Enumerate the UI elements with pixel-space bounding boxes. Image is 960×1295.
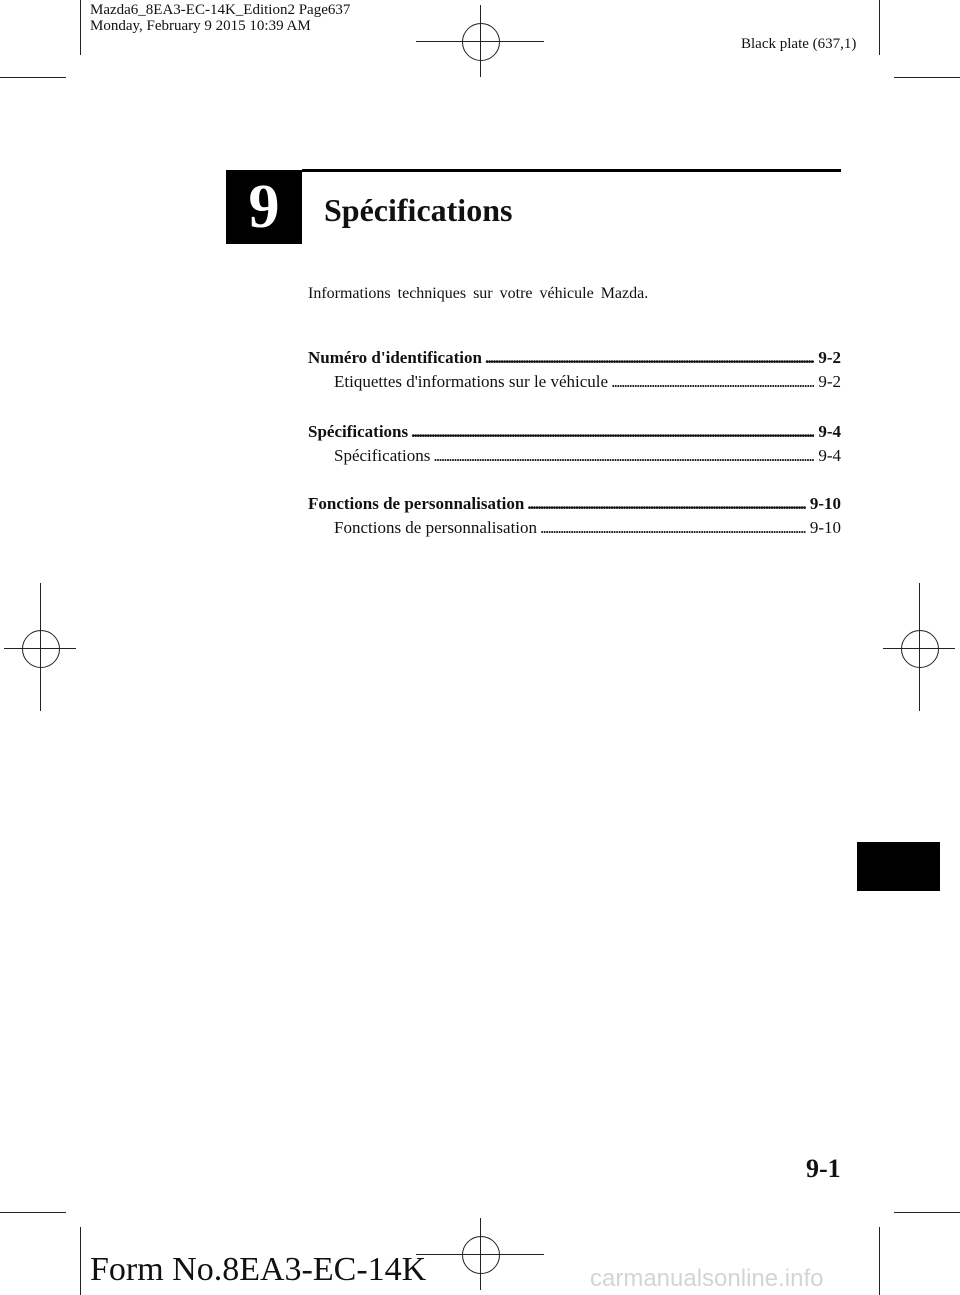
chapter-number: 9 [226,170,302,244]
toc-entry[interactable] [308,348,841,368]
crop-mark [879,0,880,55]
chapter-title: Spécifications [324,192,513,228]
toc-leader [524,494,806,514]
crop-mark [894,1212,960,1213]
header-doc-id: Mazda6_8EA3-EC-14K_Edition2 Page637 [90,2,351,18]
toc-leader [482,348,814,368]
toc-entry-page: 9-4 [818,422,841,441]
toc-entry-label: Fonctions de personnalisation [334,518,538,537]
page-number: 9-1 [806,1154,841,1183]
toc-leader [537,518,806,538]
toc-entry-label: Fonctions de personnalisation [308,494,525,513]
form-number: Form No.8EA3-EC-14K [90,1251,427,1288]
toc-entry[interactable] [308,494,841,514]
toc-leader [408,422,814,442]
header-plate: Black plate (637,1) [741,36,857,52]
toc-entry-label: Spécifications [334,446,431,465]
toc-subentry[interactable] [334,446,841,466]
title-rule [302,169,841,172]
toc-entry-page: 9-4 [818,446,841,465]
watermark: carmanualsonline.info [590,1265,824,1292]
toc-entry-label: Numéro d'identification [308,348,482,367]
toc-entry-label: Etiquettes d'informations sur le véhicule [334,372,609,391]
toc-leader [430,446,814,466]
crop-mark [0,77,66,78]
crop-mark [879,1227,880,1295]
header-timestamp: Monday, February 9 2015 10:39 AM [90,18,311,34]
toc-subentry[interactable] [334,518,841,538]
toc-entry-page: 9-10 [809,518,841,537]
crop-mark [80,1227,81,1295]
toc-entry-page: 9-2 [818,348,841,367]
crop-mark [894,77,960,78]
chapter-tab [857,842,940,891]
toc-leader [608,372,814,392]
crop-mark [80,0,81,55]
toc-entry[interactable] [308,422,841,442]
toc-entry-page: 9-10 [809,494,841,513]
chapter-intro: Informations techniques sur votre véhicule Mazda. [308,285,649,302]
toc-subentry[interactable] [334,372,841,392]
toc-entry-label: Spécifications [308,422,409,441]
toc-entry-page: 9-2 [818,372,841,391]
crop-mark [0,1212,66,1213]
